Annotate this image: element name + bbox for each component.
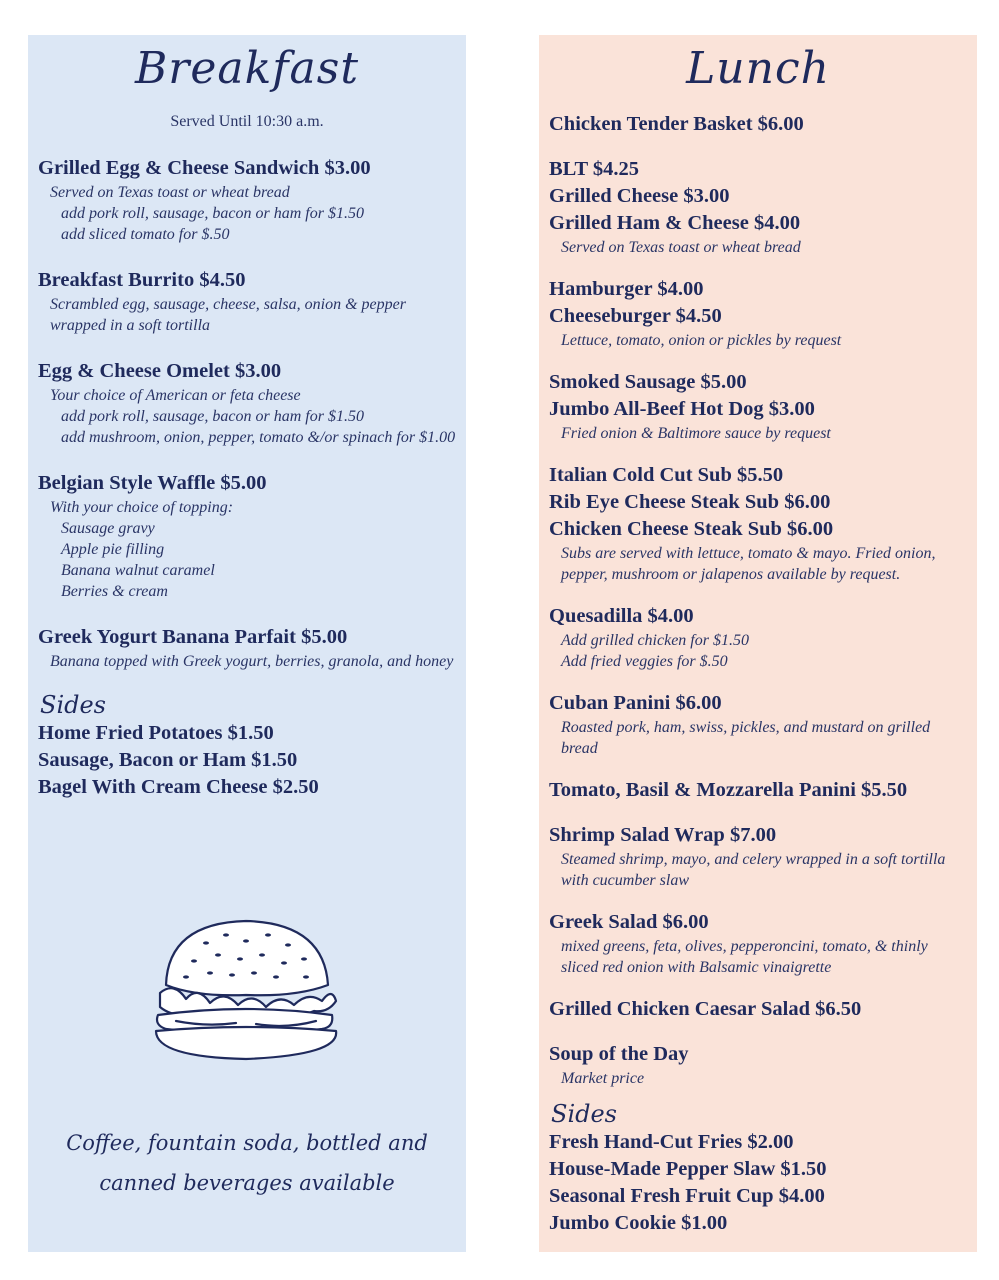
item-desc: Add grilled chicken for $1.50 bbox=[561, 632, 749, 649]
lunch-sides-label: Sides bbox=[551, 1100, 617, 1128]
item-desc: Fried onion & Baltimore sauce by request bbox=[561, 425, 831, 442]
lunch-items bbox=[549, 111, 969, 1237]
item-title: Shrimp Salad Wrap $7.00 bbox=[549, 824, 777, 846]
beverages-note-line2: canned beverages available bbox=[99, 1171, 395, 1195]
item-title: Belgian Style Waffle $5.00 bbox=[38, 472, 267, 494]
lunch-panel bbox=[539, 35, 977, 1252]
item-desc: Served on Texas toast or wheat bread bbox=[50, 184, 290, 201]
item-desc: Subs are served with lettuce, tomato & mayo. Fried onion, pepper, mushroom or jalapenos available by request. bbox=[561, 545, 936, 583]
item-title: Soup of the Day bbox=[549, 1043, 689, 1065]
item-title: Cheeseburger $4.50 bbox=[549, 305, 722, 327]
item-title: Grilled Egg & Cheese Sandwich $3.00 bbox=[38, 157, 371, 179]
item-title: Quesadilla $4.00 bbox=[549, 605, 694, 627]
item-title: Egg & Cheese Omelet $3.00 bbox=[38, 360, 282, 382]
item-desc: Banana topped with Greek yogurt, berries, granola, and honey bbox=[50, 653, 454, 670]
item-title: Rib Eye Cheese Steak Sub $6.00 bbox=[549, 491, 831, 513]
lunch-heading: Lunch bbox=[686, 43, 830, 94]
item-title: Breakfast Burrito $4.50 bbox=[38, 269, 246, 291]
item-title: Jumbo All-Beef Hot Dog $3.00 bbox=[549, 398, 815, 420]
item-desc: Your choice of American or feta cheese bbox=[50, 387, 301, 404]
item-desc: Roasted pork, ham, swiss, pickles, and mustard on grilled bread bbox=[561, 719, 931, 757]
side-item: Seasonal Fresh Fruit Cup $4.00 bbox=[549, 1185, 825, 1207]
breakfast-items bbox=[38, 155, 458, 801]
item-desc: Served on Texas toast or wheat bread bbox=[561, 239, 801, 256]
menu-item bbox=[38, 267, 458, 336]
side-item: Home Fried Potatoes $1.50 bbox=[38, 722, 274, 744]
item-desc: add mushroom, onion, pepper, tomato &/or spinach for $1.00 bbox=[61, 429, 456, 446]
item-title: Greek Yogurt Banana Parfait $5.00 bbox=[38, 626, 348, 648]
item-desc: Berries & cream bbox=[61, 583, 168, 600]
side-item: Bagel With Cream Cheese $2.50 bbox=[38, 776, 319, 798]
item-desc: Lettuce, tomato, onion or pickles by request bbox=[561, 332, 842, 349]
item-desc: add pork roll, sausage, bacon or ham for $1.50 bbox=[61, 205, 364, 222]
item-desc: Scrambled egg, sausage, cheese, salsa, onion & pepper wrapped in a soft tortilla bbox=[50, 296, 406, 334]
side-item: House-Made Pepper Slaw $1.50 bbox=[549, 1158, 827, 1180]
breakfast-panel bbox=[28, 35, 466, 1252]
breakfast-heading: Breakfast bbox=[134, 43, 360, 94]
menu-item bbox=[38, 470, 458, 602]
side-item: Jumbo Cookie $1.00 bbox=[549, 1212, 728, 1234]
item-title: Grilled Cheese $3.00 bbox=[549, 185, 730, 207]
item-desc: mixed greens, feta, olives, pepperoncini, tomato, & thinly sliced red onion with Balsamic vinaigrette bbox=[561, 938, 928, 976]
breakfast-sides-label: Sides bbox=[40, 691, 106, 719]
beverages-note bbox=[28, 1123, 466, 1203]
beverages-note-line1: Coffee, fountain soda, bottled and bbox=[66, 1131, 428, 1155]
item-desc: Steamed shrimp, mayo, and celery wrapped in a soft tortilla with cucumber slaw bbox=[561, 851, 946, 889]
item-desc: With your choice of topping: bbox=[50, 499, 234, 516]
item-desc: Add fried veggies for $.50 bbox=[561, 653, 728, 670]
menu-item bbox=[38, 155, 458, 245]
side-item: Sausage, Bacon or Ham $1.50 bbox=[38, 749, 298, 771]
side-item: Fresh Hand-Cut Fries $2.00 bbox=[549, 1131, 794, 1153]
item-desc: Market price bbox=[561, 1070, 645, 1087]
item-title: Grilled Ham & Cheese $4.00 bbox=[549, 212, 801, 234]
item-title: Tomato, Basil & Mozzarella Panini $5.50 bbox=[549, 779, 908, 801]
item-title: Chicken Tender Basket $6.00 bbox=[549, 113, 804, 135]
item-title: BLT $4.25 bbox=[549, 158, 640, 180]
item-title: Italian Cold Cut Sub $5.50 bbox=[549, 464, 784, 486]
item-desc: add pork roll, sausage, bacon or ham for $1.50 bbox=[61, 408, 364, 425]
item-title: Cuban Panini $6.00 bbox=[549, 692, 722, 714]
menu-item bbox=[38, 624, 458, 672]
menu-item bbox=[38, 358, 458, 448]
item-desc: Sausage gravy bbox=[61, 520, 155, 537]
item-desc: Banana walnut caramel bbox=[61, 562, 215, 579]
item-title: Hamburger $4.00 bbox=[549, 278, 704, 300]
burger-illustration bbox=[146, 915, 346, 1065]
breakfast-served-note: Served Until 10:30 a.m. bbox=[170, 113, 324, 130]
item-title: Greek Salad $6.00 bbox=[549, 911, 709, 933]
item-title: Smoked Sausage $5.00 bbox=[549, 371, 747, 393]
item-title: Grilled Chicken Caesar Salad $6.50 bbox=[549, 998, 862, 1020]
item-title: Chicken Cheese Steak Sub $6.00 bbox=[549, 518, 834, 540]
item-desc: add sliced tomato for $.50 bbox=[61, 226, 230, 243]
item-desc: Apple pie filling bbox=[61, 541, 165, 558]
